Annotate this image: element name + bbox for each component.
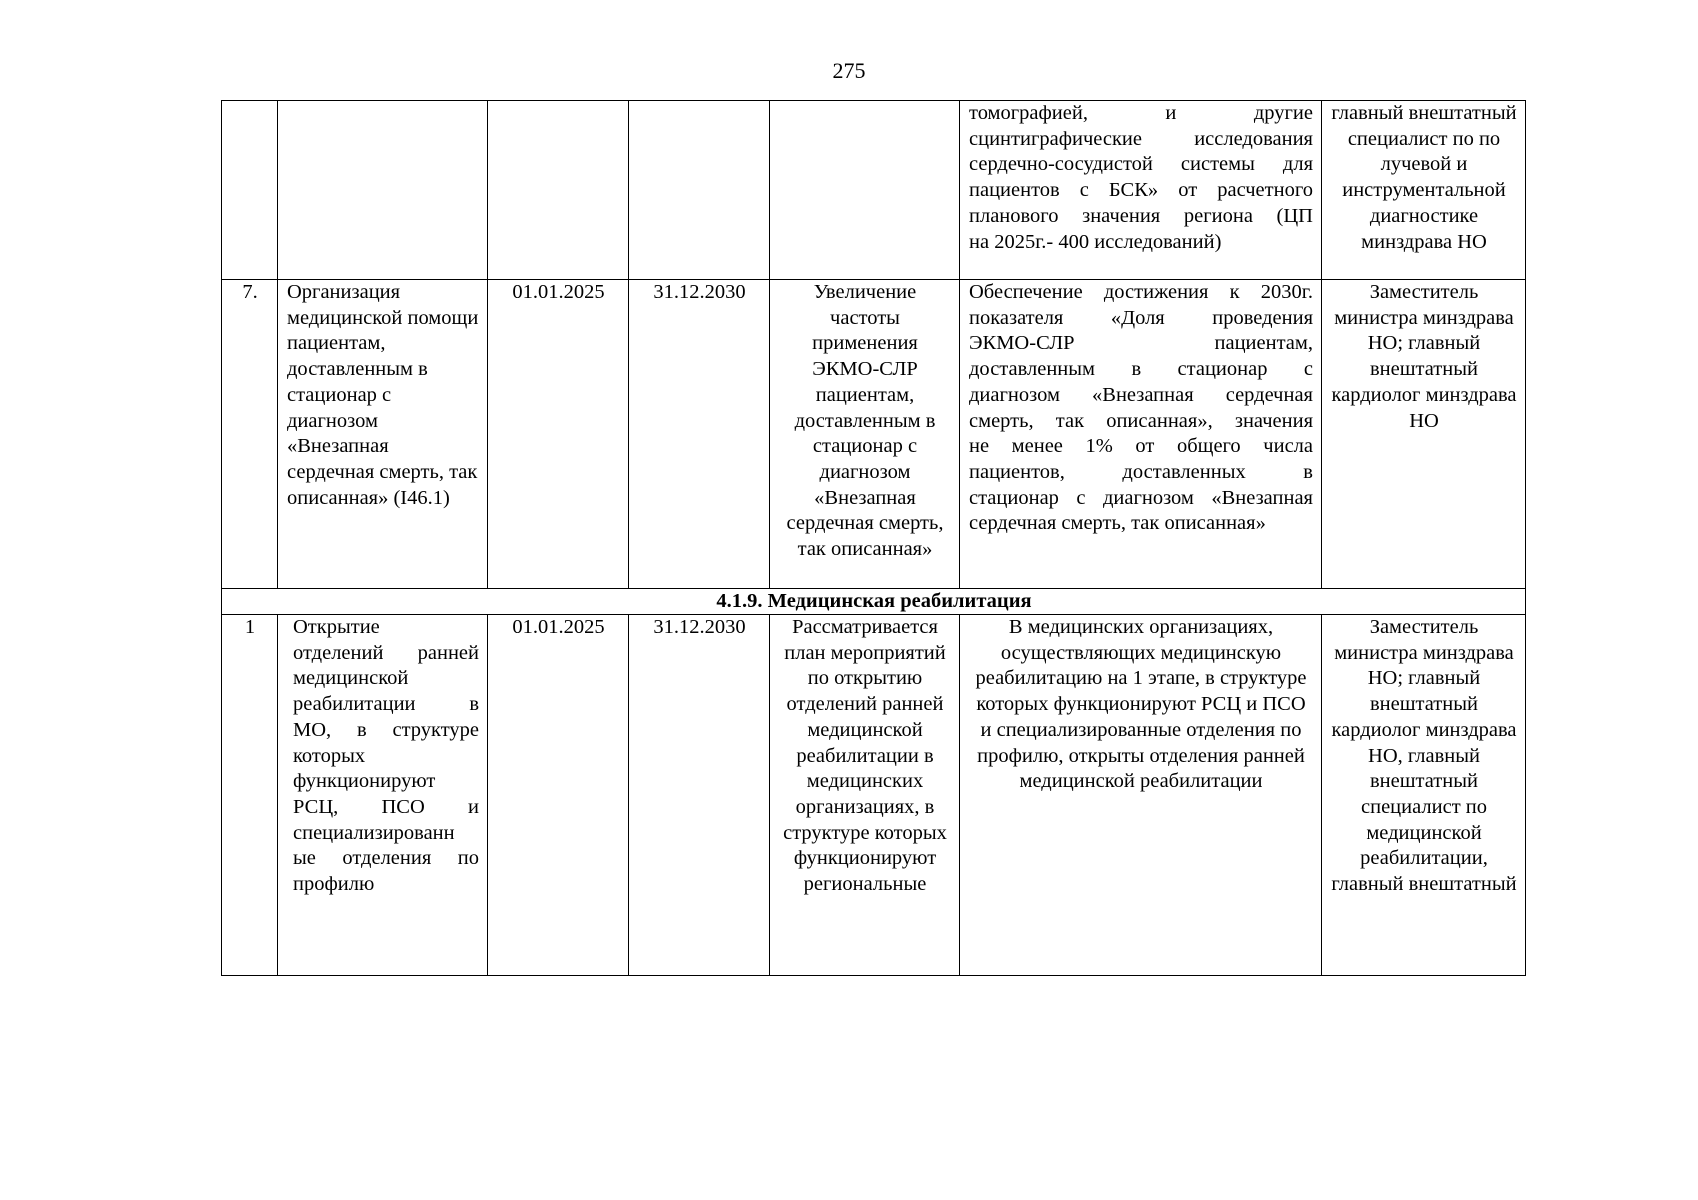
result-line: пациентов, доставленных в xyxy=(969,460,1313,483)
measure-line: отделений ранней xyxy=(293,641,479,664)
cell-result xyxy=(960,101,1322,280)
section-title: 4.1.9. Медицинская реабилитация xyxy=(222,589,1526,615)
cell-start-date xyxy=(488,101,629,280)
result-line: ЭКМО-СЛР пациентам, xyxy=(969,332,1313,355)
table-row-7 xyxy=(222,280,1526,589)
result-line: Обеспечение достижения к 2030г. xyxy=(969,281,1313,303)
measure-line: медицинской xyxy=(293,667,409,690)
result-line: на 2025г.- 400 исследований) xyxy=(969,230,1222,253)
cell-num: 1 xyxy=(222,615,278,976)
cell-measure xyxy=(278,615,488,976)
cell-start-date: 01.01.2025 xyxy=(488,615,629,976)
cell-measure: Организация медицинской помощи пациентам, доставленным в стационар с диагнозом «Внезапная сердечная смерть, так описанная» (I46.1) xyxy=(278,280,488,589)
measure-line: МО, в структуре xyxy=(293,718,479,741)
measure-line: Открытие xyxy=(293,616,380,638)
result-line: сердечная смерть, так описанная» xyxy=(969,512,1266,535)
cell-responsible: Заместитель министра минздрава НО; главный внештатный кардиолог минздрава НО xyxy=(1322,280,1526,589)
table-row-continuation xyxy=(222,101,1526,280)
result-line: сердечно-сосудистой системы для xyxy=(969,153,1313,176)
result-line: томографией, и другие xyxy=(969,102,1313,124)
cell-num: 7. xyxy=(222,280,278,589)
cell-description xyxy=(770,101,960,280)
measure-line: РСЦ, ПСО и xyxy=(293,795,479,818)
result-line: не менее 1% от общего числа xyxy=(969,435,1313,458)
cell-result xyxy=(960,280,1322,589)
result-line: диагнозом «Внезапная сердечная xyxy=(969,383,1313,406)
section-row xyxy=(222,589,1526,615)
cell-end-date xyxy=(629,101,770,280)
result-line: пациентов с БСК» от расчетного xyxy=(969,179,1313,202)
measure-line: которых xyxy=(293,744,366,767)
measure-line: профилю xyxy=(293,873,375,896)
measures-table xyxy=(221,100,1526,976)
result-line: доставленным в стационар с xyxy=(969,358,1313,381)
cell-result: В медицинских организациях, осуществляющих медицинскую реабилитацию на 1 этапе, в структуре которых функционируют РСЦ и ПСО и специализированные отделения по профилю, открыты отделения ранней медицинской реабилитации xyxy=(960,615,1322,976)
result-line: сцинтиграфические исследования xyxy=(969,127,1313,150)
measure-line: функционируют xyxy=(293,770,436,793)
cell-num xyxy=(222,101,278,280)
cell-measure xyxy=(278,101,488,280)
measure-line: ые отделения по xyxy=(293,847,479,870)
measure-line: специализированн xyxy=(293,821,455,844)
cell-responsible: главный внештатный специалист по по лучевой и инструментальной диагностике минздрава НО xyxy=(1322,101,1526,280)
result-line: стационар с диагнозом «Внезапная xyxy=(969,486,1313,509)
cell-end-date: 31.12.2030 xyxy=(629,280,770,589)
result-line: планового значения региона (ЦП xyxy=(969,204,1313,227)
measure-line: реабилитации в xyxy=(293,693,479,716)
cell-end-date: 31.12.2030 xyxy=(629,615,770,976)
cell-start-date: 01.01.2025 xyxy=(488,280,629,589)
cell-description: Рассматривается план мероприятий по открытию отделений ранней медицинской реабилитации в медицинских организациях, в структуре которых функционируют региональные xyxy=(770,615,960,976)
page-number: 275 xyxy=(832,58,866,83)
result-line: показателя «Доля проведения xyxy=(969,306,1313,329)
result-line: смерть, так описанная», значения xyxy=(969,409,1313,432)
table-row-1 xyxy=(222,615,1526,976)
cell-description: Увеличение частоты применения ЭКМО-СЛР пациентам, доставленным в стационар с диагнозом «Внезапная сердечная смерть, так описанная» xyxy=(770,280,960,589)
cell-responsible: Заместитель министра минздрава НО; главный внештатный кардиолог минздрава НО, главный внештатный специалист по медицинской реабилитации, главный внештатный xyxy=(1322,615,1526,976)
